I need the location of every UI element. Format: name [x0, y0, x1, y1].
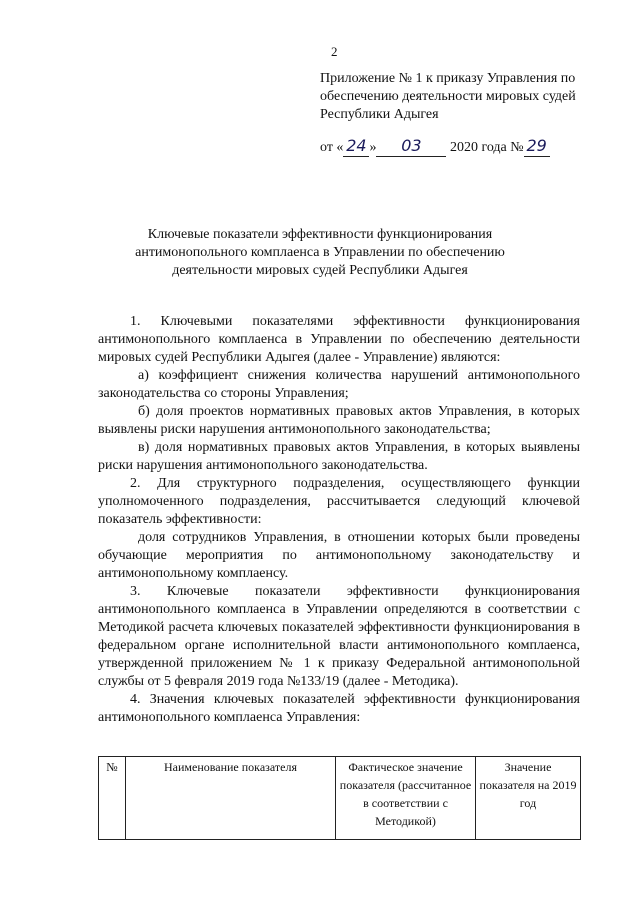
paragraph-3: 3. Ключевые показатели эффективности функционирования антимонопольного комплаенса в Управлении определяются в соответствии с Методикой расчета ключевых показателей эффективности функционирования в федеральном органе исполнительной власти антимонопольного комплаенса, утвержденной приложением № 1 к приказу Федеральной антимонопольной службы от 5 февраля 2019 года №133/19 (далее - Методика). — [98, 584, 580, 689]
header-number: № — [99, 757, 126, 840]
table-header-row — [99, 757, 581, 840]
order-number-handwritten: 29 — [526, 136, 547, 155]
header-target-value: Значение показателя на 2019 год — [476, 757, 581, 840]
paragraph-1b: б) доля проектов нормативных правовых актов Управления, в которых выявлены риски нарушения антимонопольного законодательства; — [98, 404, 580, 437]
paragraph-1: 1. Ключевыми показателями эффективности функционирования антимонопольного комплаенса в Управлении по обеспечению деятельности мировых судей Республики Адыгея (далее - Управление) являются: — [98, 314, 580, 365]
date-day-handwritten: 24 — [346, 136, 367, 155]
paragraph-2a: доля сотрудников Управления, в отношении которых были проведены обучающие мероприятия по антимонопольному законодательству и антимонопольному комплаенсу. — [98, 530, 580, 581]
date-year-text: 2020 года № — [449, 140, 524, 155]
paragraph-1a: а) коэффициент снижения количества нарушений антимонопольного законодательства со стороны Управления; — [98, 368, 580, 401]
date-separator: » — [369, 140, 377, 155]
document-body — [98, 313, 580, 727]
header-indicator-name: Наименование показателя — [126, 757, 336, 840]
paragraph-1c: в) доля нормативных правовых актов Управления, в которых выявлены риски нарушения антимонопольного законодательства. — [98, 440, 580, 473]
date-month-handwritten: 03 — [401, 136, 422, 155]
paragraph-2: 2. Для структурного подразделения, осуществляющего функции уполномоченного подразделения, рассчитывается следующий ключевой показатель эффективности: — [98, 476, 580, 527]
annex-heading: Приложение № 1 к приказу Управления по обеспечению деятельности мировых судей Республики Адыгея — [320, 71, 576, 122]
document-title: Ключевые показатели эффективности функционирования антимонопольного комплаенса в Управлении по обеспечению деятельности мировых судей Республики Адыгея — [135, 227, 505, 278]
indicators-table — [98, 756, 581, 840]
date-prefix: от « — [320, 140, 344, 155]
page-number: 2 — [331, 44, 338, 59]
order-date-line — [320, 138, 550, 157]
header-actual-value: Фактическое значение показателя (рассчитанное в соответствии с Методикой) — [336, 757, 476, 840]
paragraph-4: 4. Значения ключевых показателей эффективности функционирования антимонопольного комплаенса Управления: — [98, 692, 580, 725]
